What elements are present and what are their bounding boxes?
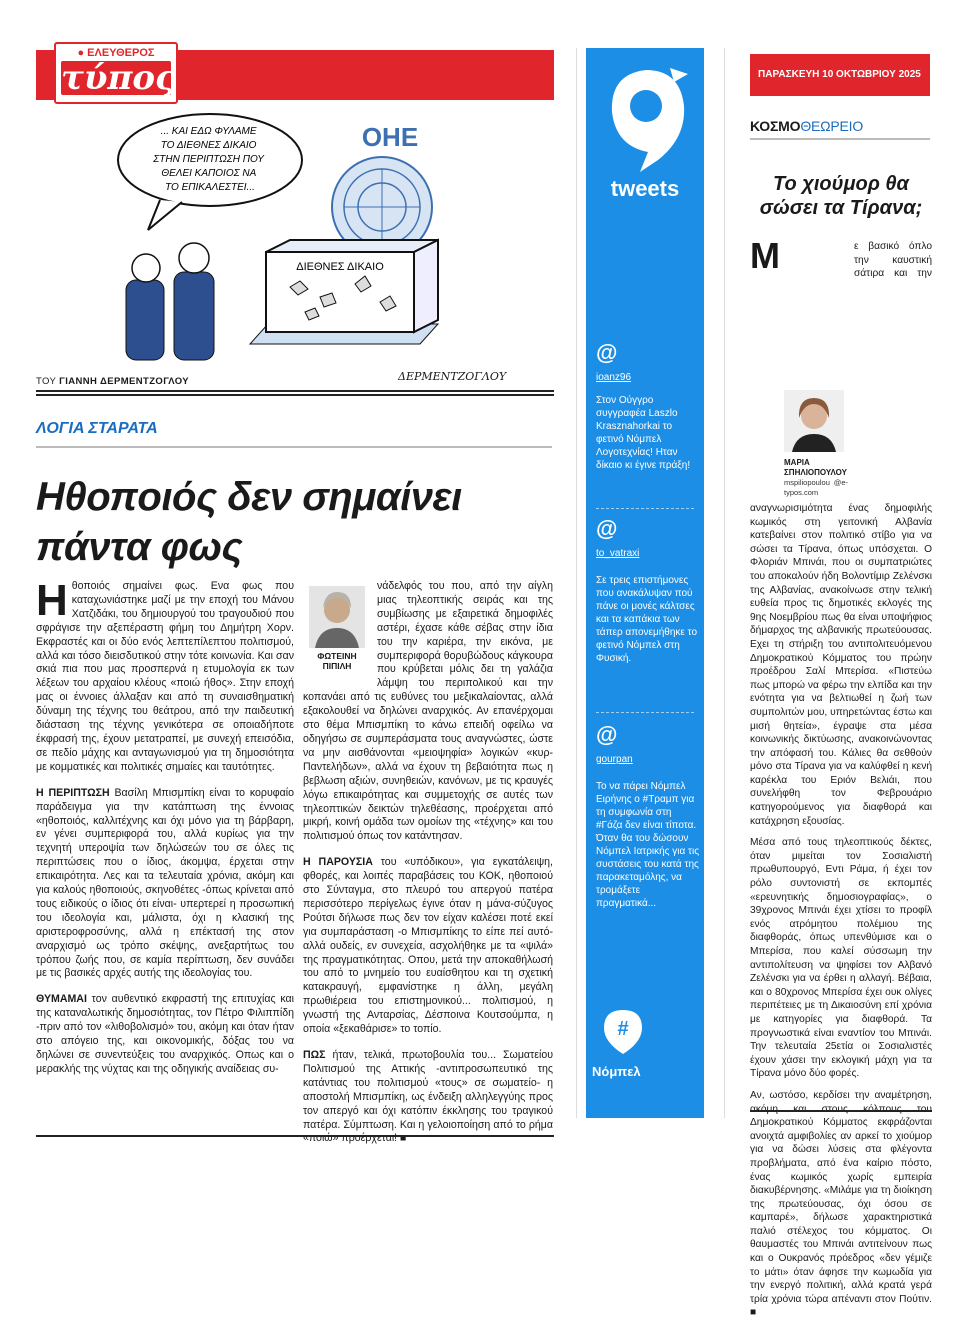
paragraph-lead: Η ΠΑΡΟΥΣΙΑ xyxy=(303,856,373,869)
dropcap: Η xyxy=(36,576,68,625)
article-paragraph: νάδελφός του που, από την αίγλη μιας τηλεοπτικής σειράς και της συμβίωσης με εξαιρετικά δημοφιλές αστέρι, έχασε κάθε σέβας στην ίδια του την καριέρα, την εικόνα, με συμπεριφορά θορυβώδους κάγκουρα που κρύβεται μόλις δει τη γαλάζια λάμψη του περιπολικού και την κοπανάει από τις ευθύνες του μεξικαλαίοντας, αλλά εξακολουθεί να δηλώνει αναρχικός. Αν επανέρχομαι στο θέμα Μπισμπίκη το κάνω επειδή οφείλω να οδηγήσω σε συμπεράσματα τους αναγνώστες, ώστε να μην αισθάνονται «μειοψηφία» λογικών «κυρ-Παντελήδων», αλλά να έχουν τη βεβαιότητα πως η βεβλωση αξιών, συνηθειών, κανόνων, με τις κραυγές λόγω επικαιρότητας και συμμετοχής σε αυτές των τηλεοπτικών δεικτών τηλεθέασης, προέρχεται από μικρή, κοινή ομάδα των ομοίων της «τέχνης» και του πολιτισμού όπως τον κατάντησαν. xyxy=(303,580,553,843)
article-paragraph: ήταν, τελικά, πρωτοβουλία του... Σωματείου Πολιτισμού της Αττικής -αντιπροσωπευτικό της κατάντιας του πολιτισμού «τους» σε σωματείο- η αποστολή Μπισμπίκη, ως ένδειξη αλληλεγγύης προς τον απεργό και όχι κατόπιν έκκλησης του τραγικού πατέρα. Σύμπτωση. Και η γελοιοποίηση από το ρήμα «ποιώ» προέρχεται! ■ xyxy=(303,1049,553,1145)
right-paragraph: ε βασικό όπλο την καυστική σάτιρα και την αναγνωρισιμότητα ένας δημοφιλής κωμικός στη γειτονική Αλβανία κατεβαίνει στον πολιτικό στίβο για να σώσει τα Τίρανα, όπως υπόσχεται. Ο Φλοριάν Μπινάι, που οι συμπατριώτες του αποκαλούν ήδη Βολοντίμιρ Ζελένσκι της Αλβανίας, ανακοίνωσε στην τελική ευθεία προς τις δημοτικές εκλογές της 9ης Νοεμβρίου πως θα είναι υποψήφιος δήμαρχος της αλβανικής πρωτεύουσας. Εχει τη στήριξη του αντιπολιτευόμενου Δημοκρατικού Κόμματος του πρώην προέδρου Σαλί Μπερίσα. «Πιστεύω πως μπορώ να φέρω την ελπίδα και την ενότητα για να βελτιωθεί η ζωή των συμπολιτών μου, υπηρετώντας έστω και μισή θητεία», έγραψε στα μέσα κοινωνικής δικτύωσης, ανακοινώνοντας την απόφασή του. Κάλιες θα σεθθούν μόνο στα Τίρανα για να καλύφθεί η κενή καρέκλα του Εριόν Βελιάι, που συνελήφθη τον Φεβρουάριο κατηγορούμενος για διαφθορά και κατάχρηση εξουσίας. xyxy=(750,241,932,827)
divider xyxy=(36,390,554,396)
paragraph-lead: ΠΩΣ xyxy=(303,1049,326,1061)
speech-line-1: ... ΚΑΙ ΕΔΩ ΦΥΛΑΜΕ xyxy=(160,126,257,137)
bottom-rule xyxy=(750,1110,932,1112)
speech-line-5: ΤΟ ΕΠΙΚΑΛΕΣΤΕΙ... xyxy=(165,182,255,193)
caption-prefix: ΤΟΥ xyxy=(36,376,60,387)
right-paragraph: Αν, ωστόσο, κερδίσει την αναμέτρηση, ακόμη και στους κόλπους του Δημοκρατικού Κόμματος εκφράζονται ανοιχτά αμφιβολίες αν αρκεί το χιούμορ για να δώσει λύσεις στα φλέγοντα προβλήματα, από ένα καίριο πόστο, ένας κωμικός χωρίς εμπειρία διακυβέρνησης. «Μιλάμε για τη διοίκηση της πρωτεύουσας, όχι όσου σε καμπαρέ», δήλωσε χαρακτηριστικά παλιό στέλεχος του κόμματος. Οι θαυμαστές του Μπινάι αντιτείνουν πως και ο Ουκρανός πρόεδρος «δεν γέμιζε το μάτι» όταν άφησε την κωμωδία για την ενεργό πολιτική, αλλά κρατά γερά τρία χρόνια τώρα απέναντι στον Πούτιν. ■ xyxy=(750,1089,932,1319)
article-paragraph: τον αυθεντικό εκφραστή της επιτυχίας και της καταναλωτικής δημοσιότητας, τον Πέτρο Φιλιππίδη -πριν από τον «λιθοβολισμό» του, ακόμη και όταν ήταν στο απόγειο της, και οικονομικής, δόξας του να δηλώνει σε συνεντεύξεις του αναρχικός. Οπως και ο μερακλής της νύχτας και της οδηγικής αναίδειας συ- xyxy=(36,993,294,1075)
kicker-rule xyxy=(36,446,552,448)
section-title xyxy=(750,118,863,134)
article-column-1 xyxy=(36,576,294,1077)
svg-text:#: # xyxy=(617,1018,629,1040)
tweet-handle[interactable]: gourpan xyxy=(596,754,633,765)
at-icon: @ xyxy=(596,722,618,747)
tweet-separator xyxy=(596,712,694,713)
cabinet-icon xyxy=(250,240,438,344)
at-icon: @ xyxy=(596,340,618,365)
bottom-rule xyxy=(36,1135,554,1137)
right-article-body xyxy=(750,235,932,1320)
cartoonist-name: ΓΙΑΝΝΗ ΔΕΡΜΕΝΤΖΟΓΛΟΥ xyxy=(59,376,190,387)
hashtag-icon xyxy=(602,1008,644,1056)
tweet-separator xyxy=(596,508,694,509)
paragraph-lead: Η ΠΕΡΙΠΤΩΣΗ xyxy=(36,786,110,799)
date-bar: ΠΑΡΑΣΚΕΥΗ 10 ΟΚΤΩΒΡΙΟΥ 2025 xyxy=(750,54,930,96)
section-rule xyxy=(750,138,930,140)
box-label: ΔΙΕΘΝΕΣ ΔΙΚΑΙΟ xyxy=(296,261,384,273)
cartoon-caption xyxy=(36,376,189,387)
column-divider xyxy=(724,48,725,1118)
speech-line-3: ΣΤΗΝ ΠΕΡΙΠΤΩΣΗ ΠΟΥ xyxy=(153,154,264,165)
column-kicker: ΛΟΓΙΑ ΣΤΑΡΑΤΑ xyxy=(36,420,158,437)
tweet-text: Σε τρεις επιστήμονες που ανακάλυψαν πού πάνε οι μονές κάλτσες και τα καπάκια των τάπερ απονεμήθηκε το φετινό Νόμπελ στη Φυσική. xyxy=(596,575,698,664)
author-photo xyxy=(784,390,844,452)
un-label: ΟΗΕ xyxy=(361,122,419,152)
tweets-title: tweets xyxy=(610,176,680,201)
newspaper-logo[interactable] xyxy=(54,42,178,104)
article-paragraph: του «υπόδικου», για εγκατάλειψη, φθορές, και λοιπές παραβάσεις του ΚΟΚ, ηθοποιού στο Σύνταγμα, στο πλευρό του απεργού πατέρα περισσότερο περίγελως έγινε όταν η μάνα-σύζυγος Ρούτσι δήλωσε πως δεν τον είχαν καλέσει ποτέ εκεί για συμπαράσταση -ο Μπισμπίκης το είπε πεί αυτό- αλλά ουδείς, εν συνεχεία, ασχολήθηκε με τα «ψιλά» της πραγματικότητας. Οπου, μετά την αποκαθήλωσή του από το μνημείο του ευαίσθητου και τη σχετική κατακραυγή, εμφανίστηκε η άλλη, μεγάλη πρωθιέρεια του επιστημονικού... πολιτισμού, η γνωστή της Ανταρσίας, Δέσποινα Κουτσούμπα, η οποία «ξεκαθάρισε» το τοπίο. xyxy=(303,856,553,1036)
tweet-bird-icon xyxy=(600,60,692,180)
cartoonist-signature: ΔΕΡΜΕΝΤΖΟΓΛΟΥ xyxy=(398,370,507,383)
paragraph-lead: ΘΥΜΑΜΑΙ xyxy=(36,993,87,1006)
author-photo xyxy=(309,586,365,648)
at-icon: @ xyxy=(596,516,618,541)
article-paragraph: θοποιός σημαίνει φως. Ενα φως που καταχωνιάστηκε μαζί με την εποχή του Μάνου Χατζιδάκι, του δημιουργού του τραγουδιού που σφράγισε την αξεπέραστη φήμη του Δημήτρη Χορν. Εκφραστές και οι δύο ενός λεπτεπίλεπτου πολιτισμού, αλλά και τόσο διεισδυτικού στην τότε κοινωνία. Και σαν σκιά πια που μας προσπερνά η ετυμολογία εκ των λέξεων του αρχαίου κλέους «ποιώ ήθος». Στην εποχή μας οι έννοιες άλλαξαν και από τη συναισθηματική δύναμη της τέχνης του θεάτρου, από την παιδευτική διάσταση της τέχνης γενικότερα σε οποιαδήποτε έκφρασή της, έχουν μετατραπεί, με συνεχή επεισόδια, σε πεδίο μάχης και ανταγωνισμού για τη δημοσιότητα με κομματικές και πολιτικές σημαίες και ταυτότητες. xyxy=(36,580,294,773)
section-title-b: ΘΕΩΡΕΙΟ xyxy=(800,118,864,134)
svg-text:... ΚΑΙ ΕΔΩ ΦΥΛΑΜΕ ΤΟ ΔΙΕΘ xyxy=(152,126,266,193)
dropcap: Μ xyxy=(750,235,780,276)
logo-main-text: τύπος xyxy=(61,58,176,98)
author-email[interactable]: mspiliopoulou @e-typos.com xyxy=(784,478,848,497)
speech-line-2: ΤΟ ΔΙΕΘΝΕΣ ΔΙΚΑΙΟ xyxy=(160,140,257,151)
article-headline: Ηθοποιός δεν σημαίνει πάντα φως xyxy=(36,475,462,569)
speech-line-4: ΘΕΛΕΙ ΚΑΠΟΙΟΣ ΝΑ xyxy=(161,168,256,179)
tweet-text: Το να πάρει Νόμπελ Ειρήνης ο #Τραμπ για τη συμφωνία στη #Γάζα δεν είναι τίποτα. Όταν θα του δώσουν Νόμπελ Ιατρικής για τις συστάσεις του κατά της παρακεταμόλης, να τρομάξετε πραγματικά... xyxy=(596,781,700,909)
article-column-2 xyxy=(303,580,553,1146)
men-icon xyxy=(126,243,214,360)
right-article-title: Το χιούμορ θα σώσει τα Τίρανα; xyxy=(759,173,923,219)
political-cartoon xyxy=(90,112,510,374)
tweet-text: Στον Ούγγρο συγγραφέα Laszlo Krasznahorkai το φετινό Νόμπελ Λογοτεχνίας! Ηταν δίκαιο κι έγινε πράξη! xyxy=(596,395,691,471)
author-name: ΜΑΡΙΑ ΣΠΗΛΙΟΠΟΥΛΟΥ xyxy=(784,458,847,477)
article-paragraph: Βασίλη Μπισμπίκη είναι το κορυφαίο παράδειγμα για την κατάπτωση της έννοιας «ηθοποιός, καλλιτέχνης και όχι μόνο για τη βάρβαρη, εν γένει συμπεριφορά του, αλλά κυρίως για την τεχνητή υπεροψία των δηλώσεών του σε όλες τις περιπτώσεις που ο ίδιος, άκομψα, έρχεται στην επικαιρότητα. Λες και τα τελευταία χρόνια, ακόμη και για καλούς ηθοποιούς, σκηνοθέτες -όπως κρίνεται από τους ειδικούς ο ίδιος ότι είναι- υπερτερεί η προσωπική του ιδεολογία και, μάλιστα, όχι η κλασική της αριστεροφροσύνης, αλλά η επέκτασή της στον αναρχισμό ως τρόπο σκέψης, ανεξαρτήτως του τρόπου ζωής που, σε καμία περίπτωση, δεν συνάδει με τις βασικές αρχές αυτής της ιδεολογίας του. xyxy=(36,786,294,980)
hashtag-label[interactable]: Νόμπελ xyxy=(592,1064,641,1079)
column-divider xyxy=(576,48,577,1118)
author-box xyxy=(303,580,371,688)
author-name: ΦΩΤΕΙΝΗ ΠΙΠΙΛΗ xyxy=(317,651,357,671)
section-title-a: ΚΟΣΜΟ xyxy=(750,118,801,134)
author-box xyxy=(784,390,848,498)
tweet-handle[interactable]: to_vatraxi xyxy=(596,548,640,559)
logo-top-text: ● ΕΛΕΥΘΕΡΟΣ xyxy=(77,47,155,59)
tweet-handle[interactable]: ioanz96 xyxy=(596,372,632,383)
right-paragraph: Μέσα από τους τηλεοπτικούς δέκτες, όταν μιμείται τον Σοσιαλιστή πρωθυπουργό, Εντι Ράμα, ή έχει τον ρόλο συντονιστή σε εκπομπές «ερευνητικής δημοσιογραφίας», ο 39χρονος Μπινάι έχει χτίσει το προφίλ ενός ατρόμητου πολέμιου της διαφθοράς, όπως υπενθύμισε και ο Μπερίσα, που καλεί σύσσωμη την αντιπολίτευση να ψηφίσει τον Αλβανό Ζελένσκι για να έρθει η αλλαγή. Βέβαια, και ο 80χρονος Μπερίσα έχει ουκ ολίγες περιπέτειες με τη Δικαιοσύνη επί χρόνια με κατηγορίες για διαφθορά. Τα προγνωστικά είναι εναντίον του Μπινάι. Την τελευταία 25ετία οι Σοσιαλιστές έχουν χάσει την εκλογική μάχη για τα Τίρανα μόνο δύο φορές. xyxy=(750,837,932,1080)
